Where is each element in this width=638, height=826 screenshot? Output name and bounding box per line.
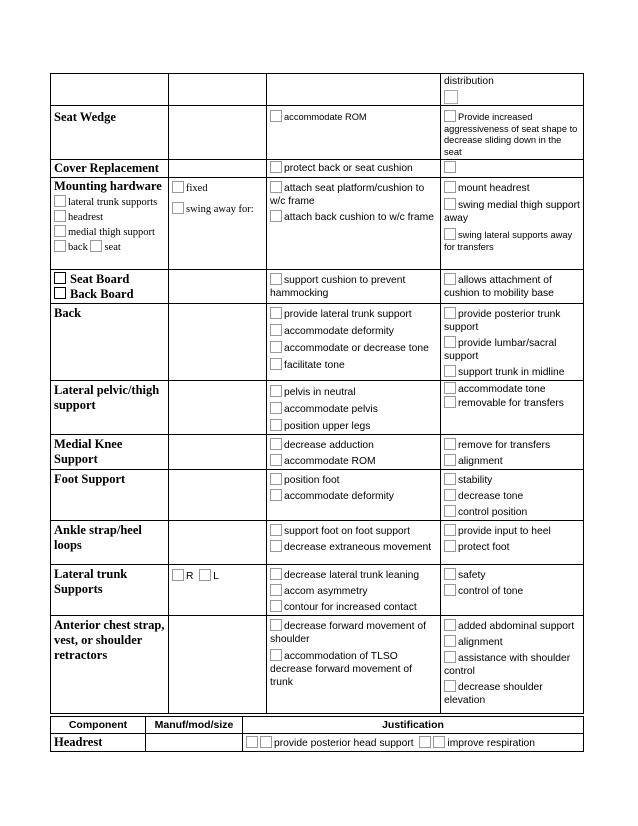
justification-text: support trunk in midline — [458, 367, 565, 378]
checkbox[interactable] — [444, 90, 458, 104]
checkbox[interactable] — [270, 210, 282, 222]
checkbox[interactable] — [444, 473, 456, 485]
headrest-table — [50, 716, 584, 752]
checkbox[interactable] — [270, 584, 282, 596]
checkbox[interactable] — [444, 110, 456, 122]
option-label: swing away for: — [186, 204, 254, 215]
justification-text: support cushion to prevent hammocking — [270, 275, 406, 299]
checkbox[interactable] — [172, 569, 184, 581]
option-label: medial thigh support — [68, 227, 155, 238]
justification-text: accommodate or decrease tone — [284, 343, 429, 354]
checkbox[interactable] — [54, 210, 66, 222]
checkbox[interactable] — [270, 324, 282, 336]
checkbox[interactable] — [444, 524, 456, 536]
table-row — [51, 381, 584, 435]
justification-text: distribution — [444, 76, 494, 87]
justification-text: provide posterior trunk support — [444, 309, 561, 333]
checkbox[interactable] — [260, 736, 272, 748]
component-label: Back Board — [70, 287, 134, 301]
checkbox[interactable] — [270, 438, 282, 450]
checkbox[interactable] — [444, 365, 456, 377]
checkbox[interactable] — [270, 473, 282, 485]
table-row — [51, 565, 584, 616]
justification-text: remove for transfers — [458, 440, 551, 451]
justification-text: facilitate tone — [284, 360, 345, 371]
checkbox[interactable] — [444, 680, 456, 692]
justification-text: decrease lateral trunk leaning — [284, 570, 420, 581]
table-row — [51, 734, 584, 752]
justification-text: mount headrest — [458, 183, 530, 194]
justification-text: decrease extraneous movement — [284, 542, 432, 553]
justification-text: control of tone — [458, 586, 524, 597]
justification-text: accom asymmetry — [284, 586, 368, 597]
seating-components-table — [50, 73, 584, 714]
option-label: fixed — [186, 183, 208, 194]
justification-text: decrease forward movement of shoulder — [270, 621, 426, 645]
justification-text: decrease adduction — [284, 440, 374, 451]
checkbox[interactable] — [246, 736, 258, 748]
component-label: Lateral pelvic/thigh support — [54, 383, 160, 412]
checkbox[interactable] — [54, 240, 66, 252]
checkbox[interactable] — [444, 396, 456, 408]
justification-text: accommodate ROM — [284, 456, 376, 467]
checkbox[interactable] — [444, 228, 456, 240]
justification-text: accommodate ROM — [284, 112, 367, 122]
table-row — [51, 160, 584, 178]
checkbox[interactable] — [270, 110, 282, 122]
checkbox[interactable] — [444, 584, 456, 596]
checkbox[interactable] — [54, 287, 66, 299]
checkbox[interactable] — [444, 635, 456, 647]
table-row — [51, 106, 584, 160]
checkbox[interactable] — [444, 505, 456, 517]
column-header: Component — [51, 717, 146, 734]
checkbox[interactable] — [444, 198, 456, 210]
checkbox[interactable] — [172, 202, 184, 214]
checkbox[interactable] — [444, 307, 456, 319]
component-label: Ankle strap/heel loops — [54, 523, 142, 552]
justification-text: attach seat platform/cushion to w/c frame — [270, 183, 425, 207]
checkbox[interactable] — [444, 568, 456, 580]
checkbox[interactable] — [54, 272, 66, 284]
checkbox[interactable] — [270, 619, 282, 631]
checkbox[interactable] — [444, 540, 456, 552]
component-label: Foot Support — [54, 472, 126, 486]
option-label: lateral trunk supports — [68, 197, 158, 208]
justification-text: attach back cushion to w/c frame — [284, 212, 434, 223]
component-label: Cover Replacement — [54, 161, 159, 175]
checkbox[interactable] — [444, 651, 456, 663]
checkbox[interactable] — [419, 736, 431, 748]
checkbox[interactable] — [444, 619, 456, 631]
justification-text: added abdominal support — [458, 621, 575, 632]
table-row — [51, 470, 584, 521]
table-row — [51, 270, 584, 304]
side-label-right: R — [186, 571, 194, 582]
justification-text: control position — [458, 507, 528, 518]
checkbox[interactable] — [270, 341, 282, 353]
column-header: Justification — [243, 717, 584, 734]
checkbox[interactable] — [270, 273, 282, 285]
checkbox[interactable] — [172, 181, 184, 193]
justification-text: accommodate pelvis — [284, 404, 378, 415]
checkbox[interactable] — [54, 195, 66, 207]
table-row — [51, 304, 584, 381]
column-header: Manuf/mod/size — [146, 717, 243, 734]
justification-text: accommodate tone — [458, 384, 546, 395]
checkbox[interactable] — [270, 402, 282, 414]
component-label: Back — [54, 306, 82, 320]
component-label: Seat Wedge — [54, 110, 116, 124]
checkbox[interactable] — [444, 273, 456, 285]
justification-text: removable for transfers — [458, 398, 564, 409]
checkbox[interactable] — [270, 307, 282, 319]
option-label: headrest — [68, 212, 103, 223]
justification-text: stability — [458, 475, 493, 486]
checkbox[interactable] — [54, 225, 66, 237]
checkbox[interactable] — [270, 489, 282, 501]
justification-text: provide lateral trunk support — [284, 309, 412, 320]
checkbox[interactable] — [270, 161, 282, 173]
component-label: Seat Board — [70, 272, 130, 286]
justification-text: contour for increased contact — [284, 602, 417, 613]
option-label: back — [68, 242, 88, 253]
justification-text: provide lumbar/sacral support — [444, 338, 557, 362]
justification-text: alignment — [458, 637, 503, 648]
justification-text: accommodate deformity — [284, 326, 394, 337]
justification-text: accommodate deformity — [284, 491, 394, 502]
justification-text: position upper legs — [284, 421, 371, 432]
justification-text: allows attachment of cushion to mobility base — [444, 275, 554, 299]
table-row — [51, 178, 584, 270]
checkbox[interactable] — [444, 336, 456, 348]
justification-text: decrease tone — [458, 491, 524, 502]
side-label-left: L — [213, 571, 219, 582]
justification-text: accommodation of TLSO decrease forward movement of trunk — [270, 651, 412, 688]
checkbox[interactable] — [270, 454, 282, 466]
option-label: seat — [104, 242, 121, 253]
justification-text: support foot on foot support — [284, 526, 410, 537]
table-row — [51, 616, 584, 714]
justification-text: safety — [458, 570, 486, 581]
checkbox[interactable] — [270, 358, 282, 370]
justification-text: swing lateral supports away for transfers — [444, 230, 573, 252]
justification-text: pelvis in neutral — [284, 387, 356, 398]
justification-text: decrease shoulder elevation — [444, 682, 543, 706]
checkbox[interactable] — [270, 181, 282, 193]
justification-text: protect foot — [458, 542, 510, 553]
table-header-row — [51, 717, 584, 734]
component-label: Anterior chest strap, vest, or shoulder retractors — [54, 618, 165, 662]
checkbox[interactable] — [270, 524, 282, 536]
checkbox[interactable] — [270, 649, 282, 661]
table-row — [51, 74, 584, 106]
table-row — [51, 435, 584, 470]
checkbox[interactable] — [270, 385, 282, 397]
justification-text: provide posterior head support — [274, 738, 414, 749]
checkbox[interactable] — [90, 240, 102, 252]
checkbox[interactable] — [444, 454, 456, 466]
checkbox[interactable] — [444, 382, 456, 394]
checkbox[interactable] — [270, 568, 282, 580]
checkbox[interactable] — [270, 600, 282, 612]
component-label: Headrest — [54, 735, 103, 749]
checkbox[interactable] — [444, 489, 456, 501]
checkbox[interactable] — [444, 181, 456, 193]
checkbox[interactable] — [433, 736, 445, 748]
checkbox[interactable] — [199, 569, 211, 581]
justification-text: swing medial thigh support away — [444, 200, 580, 224]
component-label: Mounting hardware — [54, 179, 162, 193]
checkbox[interactable] — [444, 161, 456, 173]
justification-text: protect back or seat cushion — [284, 163, 413, 174]
checkbox[interactable] — [270, 540, 282, 552]
justification-text: Provide increased aggressiveness of seat shape to decrease sliding down in the seat — [444, 112, 578, 157]
table-row — [51, 521, 584, 565]
checkbox[interactable] — [270, 419, 282, 431]
component-label: Lateral trunk Supports — [54, 567, 128, 596]
justification-text: position foot — [284, 475, 340, 486]
justification-text: provide input to heel — [458, 526, 551, 537]
justification-text: alignment — [458, 456, 503, 467]
justification-text: assistance with shoulder control — [444, 653, 571, 677]
checkbox[interactable] — [444, 438, 456, 450]
justification-text: improve respiration — [447, 738, 535, 749]
component-label: Medial Knee Support — [54, 437, 123, 466]
